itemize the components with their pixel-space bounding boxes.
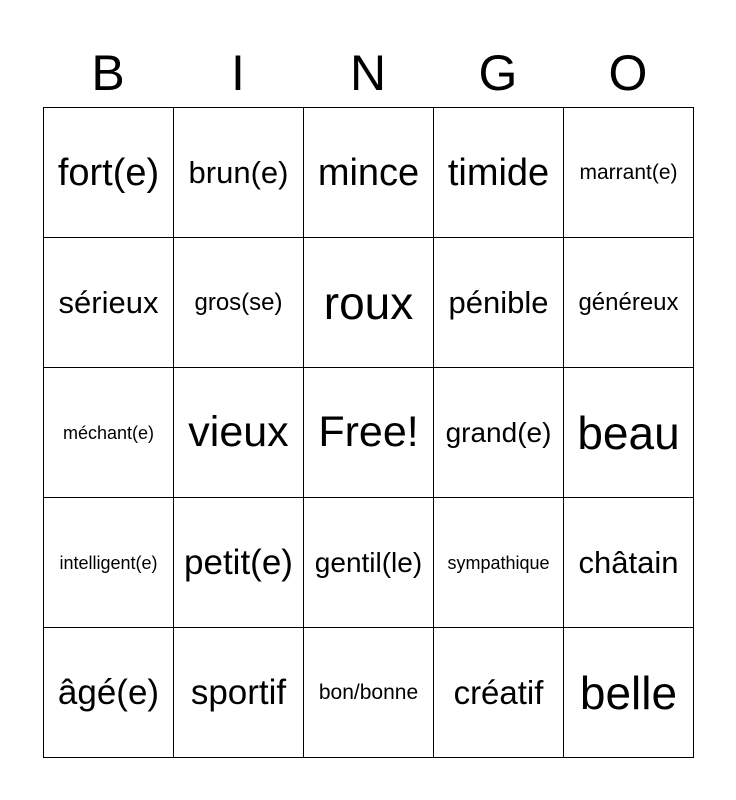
header-letter-b: B <box>91 45 125 101</box>
header-letter-g: G <box>478 45 518 101</box>
bingo-cell[interactable]: créatif <box>434 628 564 758</box>
header-letter-i: I <box>231 45 245 101</box>
bingo-cell[interactable]: marrant(e) <box>564 108 694 238</box>
bingo-cell[interactable]: châtain <box>564 498 694 628</box>
bingo-cell[interactable]: sérieux <box>44 238 174 368</box>
bingo-cell free-space[interactable]: Free! <box>304 368 434 498</box>
bingo-cell[interactable]: fort(e) <box>44 108 174 238</box>
header-letter-n: N <box>349 45 387 101</box>
bingo-cell[interactable]: roux <box>304 238 434 368</box>
bingo-cell[interactable]: sympathique <box>434 498 564 628</box>
bingo-cell[interactable]: grand(e) <box>434 368 564 498</box>
bingo-cell[interactable]: âgé(e) <box>44 628 174 758</box>
bingo-cell[interactable]: méchant(e) <box>44 368 174 498</box>
bingo-board <box>43 107 694 758</box>
bingo-cell[interactable]: timide <box>434 108 564 238</box>
bingo-header <box>43 42 693 104</box>
bingo-cell[interactable]: sportif <box>174 628 304 758</box>
bingo-cell[interactable]: bon/bonne <box>304 628 434 758</box>
bingo-cell[interactable]: brun(e) <box>174 108 304 238</box>
header-letter-o: O <box>608 45 648 101</box>
bingo-cell[interactable]: pénible <box>434 238 564 368</box>
bingo-cell[interactable]: intelligent(e) <box>44 498 174 628</box>
bingo-cell[interactable]: mince <box>304 108 434 238</box>
bingo-cell[interactable]: gros(se) <box>174 238 304 368</box>
bingo-cell[interactable]: généreux <box>564 238 694 368</box>
bingo-cell[interactable]: belle <box>564 628 694 758</box>
bingo-cell[interactable]: petit(e) <box>174 498 304 628</box>
bingo-cell[interactable]: gentil(le) <box>304 498 434 628</box>
bingo-cell[interactable]: vieux <box>174 368 304 498</box>
bingo-cell[interactable]: beau <box>564 368 694 498</box>
